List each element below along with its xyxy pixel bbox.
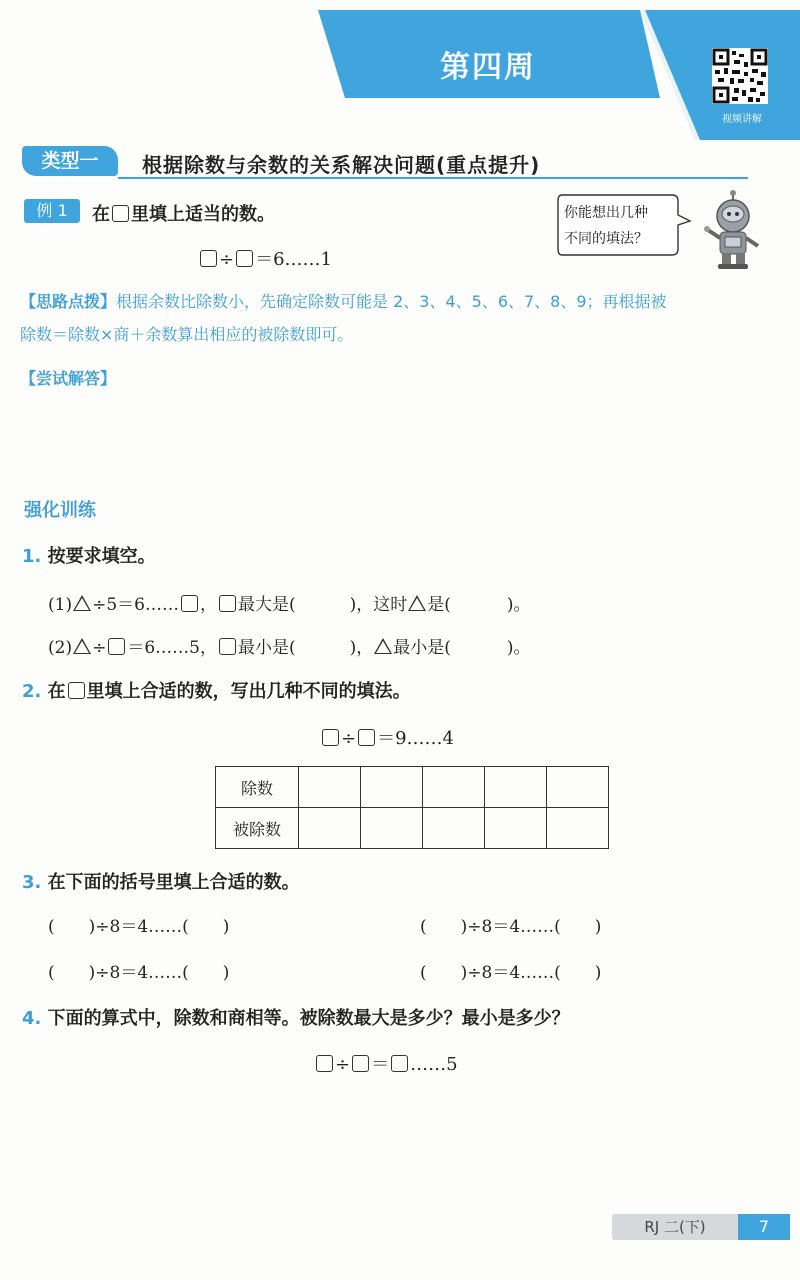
table-cell[interactable]: [361, 808, 423, 849]
hint-label: 【思路点拨】: [20, 292, 117, 311]
table-cell[interactable]: [485, 767, 547, 808]
speech-line2: 不同的填法？: [564, 231, 648, 247]
question-4: [22, 1004, 570, 1030]
q3-expr-4[interactable]: ( )÷8＝4……( ): [420, 963, 602, 983]
table-row: [216, 808, 609, 849]
divide-sign: ÷: [341, 728, 357, 749]
page-number: 7: [758, 1217, 770, 1236]
blank-box[interactable]: [352, 1055, 369, 1072]
equals-sign: ＝: [371, 1054, 390, 1075]
week-title: 第四周: [440, 50, 536, 85]
example-badge-label: 例 1: [36, 201, 68, 220]
type-badge: [22, 146, 118, 176]
question-text: 下面的算式中，除数和商相等。被除数最大是多少？最小是多少？: [47, 1008, 570, 1029]
header-banner-shape: [0, 0, 800, 140]
question-number: 3.: [22, 872, 42, 893]
q4-equation-tail: ……5: [410, 1054, 458, 1075]
question-text: 按要求填空。: [47, 546, 156, 567]
table-cell[interactable]: [547, 767, 609, 808]
row-label-divisor: 除数: [216, 767, 299, 808]
example-prompt-a: 在: [92, 204, 110, 225]
blank-box[interactable]: [181, 595, 198, 612]
table-cell[interactable]: [423, 767, 485, 808]
table-cell[interactable]: [547, 808, 609, 849]
type-title: 根据除数与余数的关系解决问题(重点提升): [142, 153, 541, 177]
example-equation: [198, 245, 332, 271]
q4-equation: [314, 1050, 458, 1076]
question-number: 2.: [22, 681, 42, 702]
example-prompt-b: 里填上适当的数。: [131, 204, 275, 225]
q3-expr-3[interactable]: ( )÷8＝4……( ): [48, 963, 230, 983]
table-cell[interactable]: [299, 767, 361, 808]
blank-box[interactable]: [391, 1055, 408, 1072]
q1-sub2: (2) ÷ ＝6……5， 最小是( )， 最小是( )。: [48, 638, 531, 658]
blank-box[interactable]: [236, 250, 253, 267]
robot-illustration: [700, 190, 770, 270]
type-badge-label: 类型一: [41, 150, 99, 172]
table-cell[interactable]: [299, 808, 361, 849]
blank-box: [219, 638, 236, 655]
blank-box[interactable]: [316, 1055, 333, 1072]
question-text-b: 里填上合适的数，写出几种不同的填法。: [86, 681, 411, 702]
blank-box[interactable]: [200, 250, 217, 267]
question-1: [22, 542, 156, 568]
divide-sign: ÷: [335, 1054, 351, 1075]
blank-box[interactable]: [358, 729, 375, 746]
question-text-a: 在: [47, 681, 66, 702]
type-underline: [118, 177, 748, 179]
q3-expr-1[interactable]: ( )÷8＝4……( ): [48, 917, 230, 937]
question-text: 在下面的括号里填上合适的数。: [47, 872, 300, 893]
hint-line1: [20, 289, 667, 312]
answer-table: [215, 766, 609, 849]
blank-box: [68, 682, 85, 699]
footer-edition: RJ 二(下): [644, 1218, 706, 1236]
question-number: 1.: [22, 546, 42, 567]
try-answer-label: 【尝试解答】: [20, 369, 117, 388]
header-banner: [0, 0, 800, 140]
page-number-tab: [738, 1214, 790, 1240]
q1-sub1: (1) ÷5＝6…… ， 最大是( )，这时 是( )。: [48, 595, 531, 615]
triangle-symbol: [73, 595, 91, 611]
example-badge: [24, 199, 80, 223]
example-prompt: [92, 200, 275, 226]
triangle-symbol: [374, 638, 392, 654]
video-label: 视频讲解: [722, 114, 762, 125]
speech-bubble: [556, 193, 680, 259]
q2-equation-tail: ＝9……4: [377, 728, 454, 749]
table-cell[interactable]: [423, 808, 485, 849]
qr-code-icon[interactable]: [712, 48, 768, 104]
blank-box[interactable]: [322, 729, 339, 746]
question-3: [22, 868, 300, 894]
hint-text-line1: 根据余数比除数小，先确定除数可能是 2、3、4、5、6、7、8、9；再根据被: [116, 292, 667, 311]
question-2: [22, 677, 411, 703]
divide-sign: ÷: [219, 249, 235, 270]
table-cell[interactable]: [361, 767, 423, 808]
blank-box: [219, 595, 236, 612]
table-row: [216, 767, 609, 808]
blank-box[interactable]: [108, 638, 125, 655]
speech-line1: 你能想出几种: [564, 205, 648, 221]
example-equation-tail: ＝6……1: [255, 249, 332, 270]
triangle-symbol: [408, 595, 426, 611]
row-label-dividend: 被除数: [216, 808, 299, 849]
triangle-symbol: [73, 638, 91, 654]
footer-edition-tab: [612, 1214, 738, 1240]
table-cell[interactable]: [485, 808, 547, 849]
q3-expr-2[interactable]: ( )÷8＝4……( ): [420, 917, 602, 937]
hint-text-line2: 除数＝除数×商＋余数算出相应的被除数即可。: [20, 325, 354, 344]
training-title: 强化训练: [24, 500, 96, 521]
question-number: 4.: [22, 1008, 42, 1029]
q2-equation: [320, 724, 454, 750]
blank-box: [112, 205, 129, 222]
